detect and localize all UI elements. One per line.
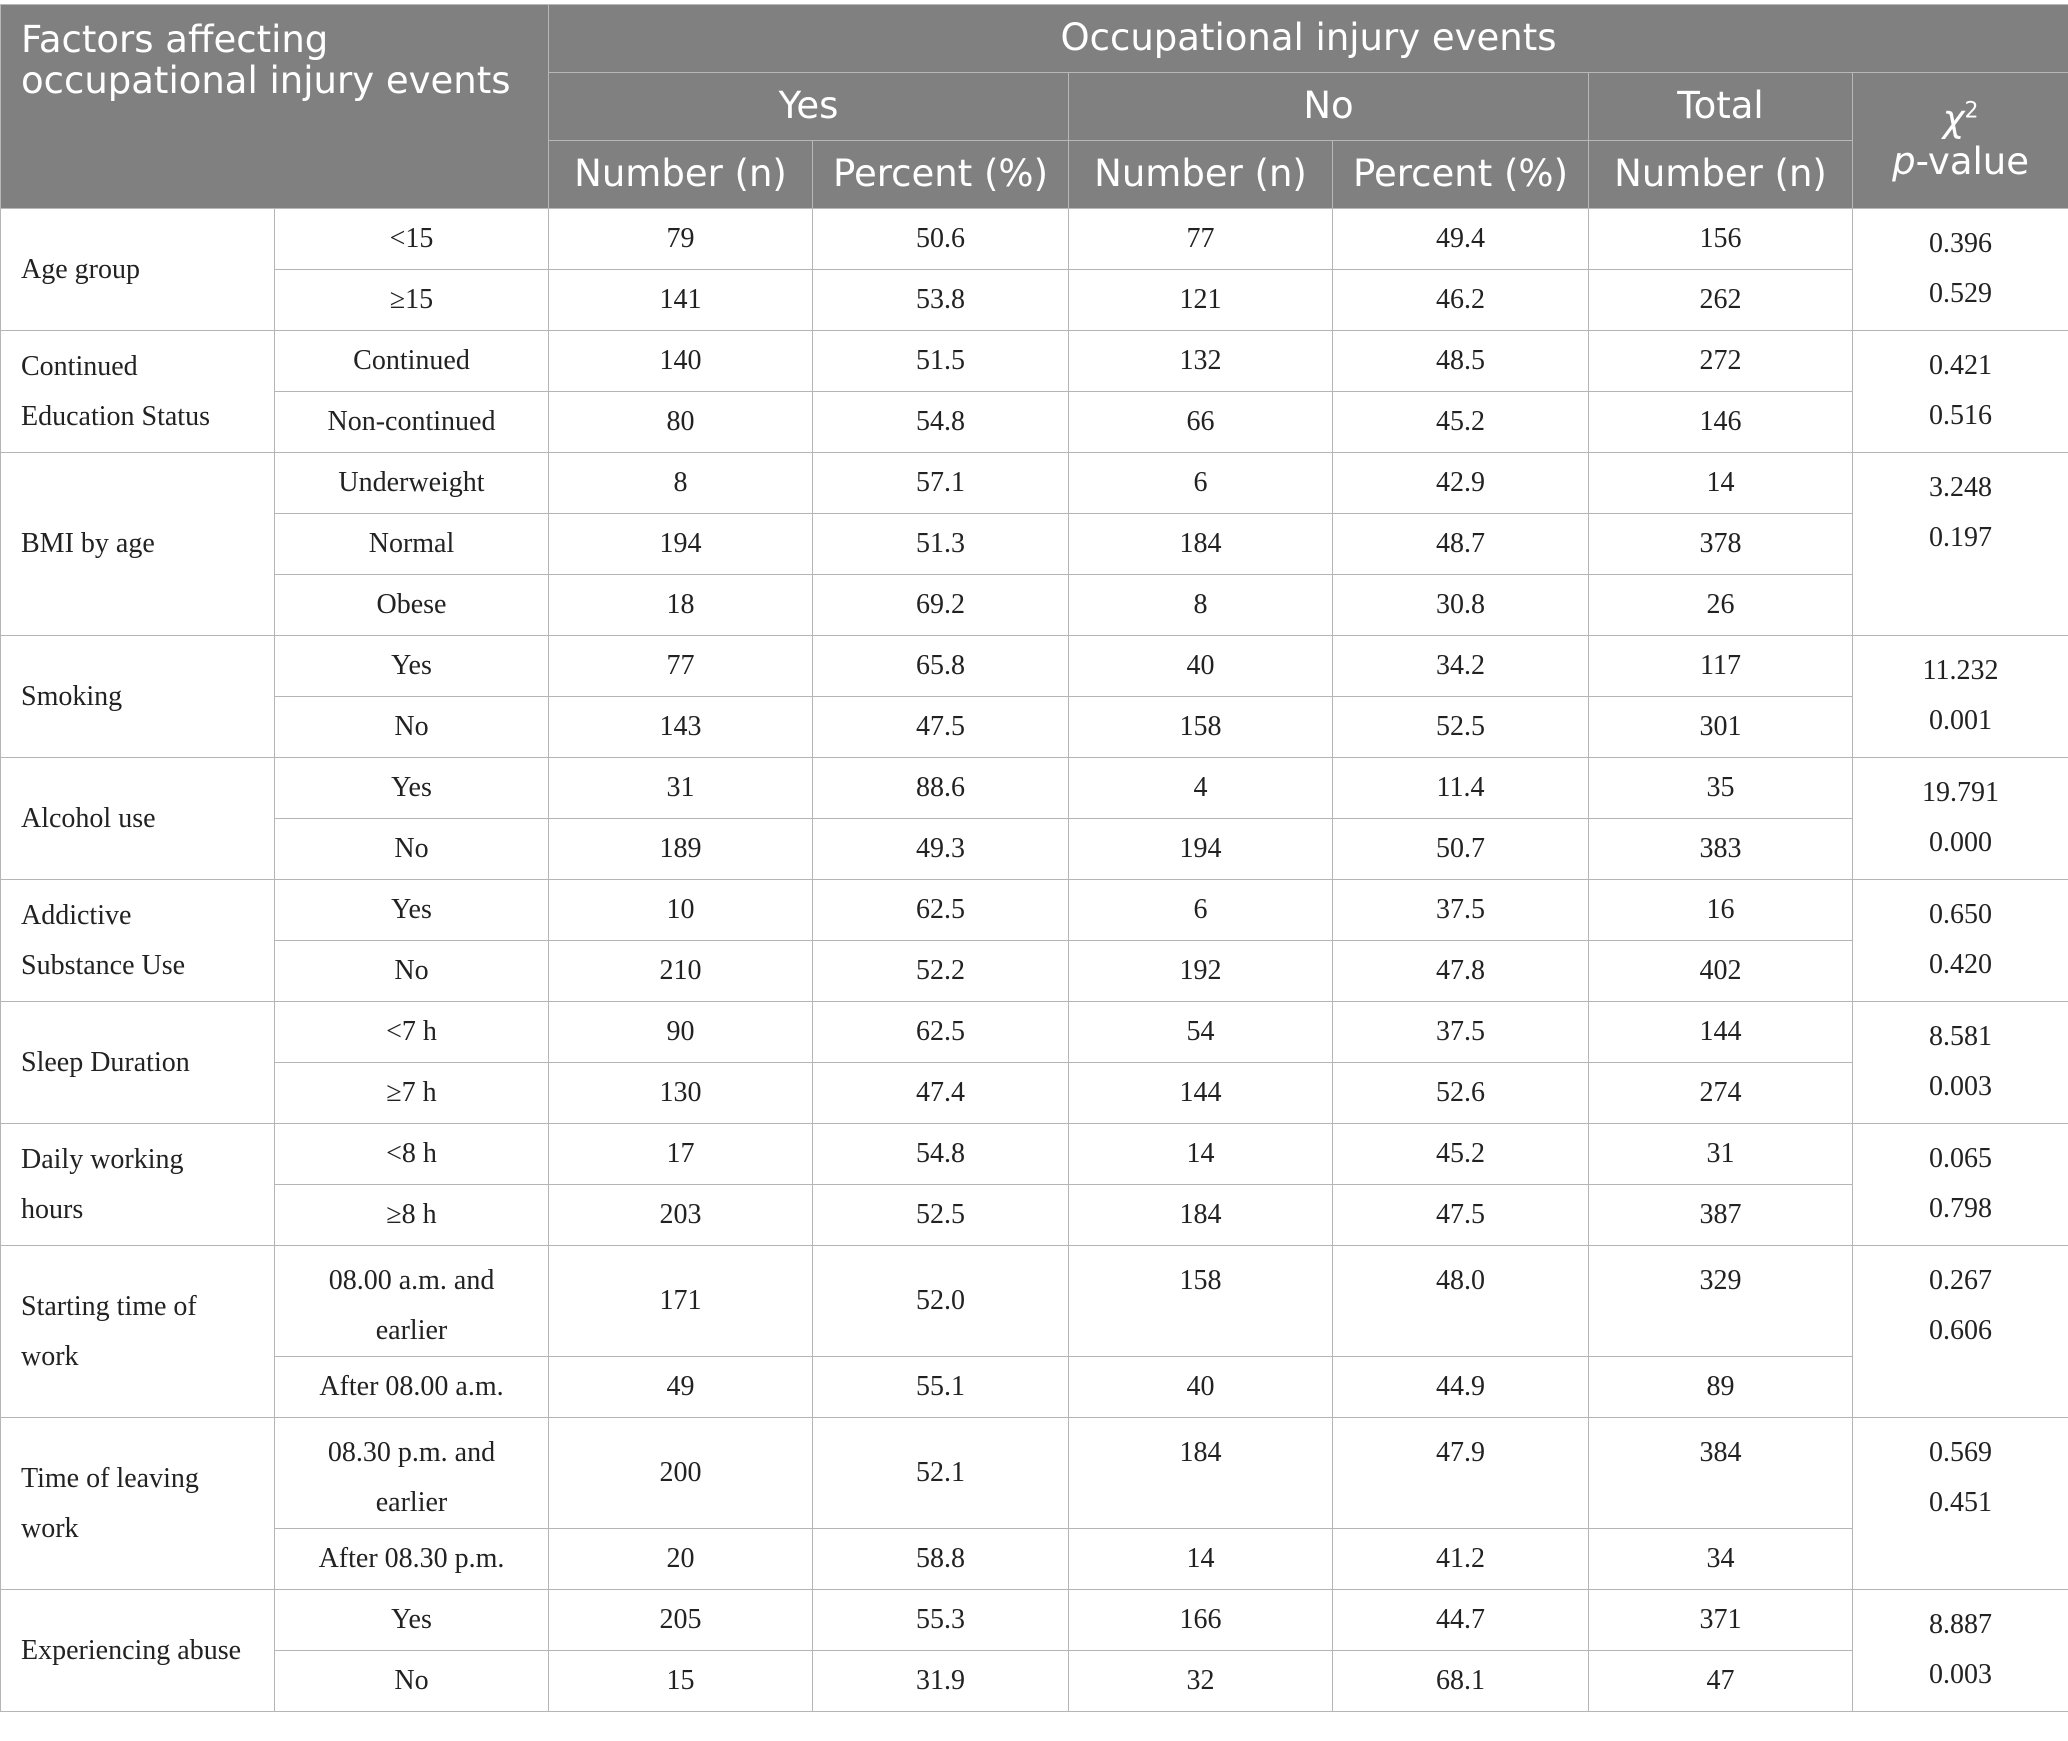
chi-p-cell: [1853, 758, 2068, 880]
table-row: [1, 1529, 2068, 1590]
table-row: [1, 636, 2068, 697]
group-title-header: Occupational injury events: [549, 5, 2068, 73]
factor-label-line: Substance Use: [21, 949, 186, 981]
level-label-line: Yes: [391, 772, 432, 803]
no-number-cell: 66: [1069, 392, 1333, 453]
chi-p-cell: [1853, 636, 2068, 758]
level-label-line: No: [394, 833, 429, 864]
total-number-cell: 117: [1589, 636, 1853, 697]
yes-number-cell: 17: [549, 1124, 813, 1185]
p-value: 0.420: [1929, 949, 1993, 980]
total-number-cell: 35: [1589, 758, 1853, 819]
level-label-line: Obese: [376, 589, 447, 620]
chi-square-value: 8.581: [1929, 1021, 1993, 1052]
yes-number-cell: 200: [549, 1418, 813, 1529]
no-number-cell: 40: [1069, 636, 1333, 697]
p-value: 0.516: [1929, 400, 1993, 431]
yes-number-cell: 18: [549, 575, 813, 636]
level-label-line: Yes: [391, 1604, 432, 1635]
p-rest: -value: [1915, 139, 2029, 183]
level-label-line: No: [394, 711, 429, 742]
table-container: [0, 4, 2068, 1712]
level-label: [275, 1124, 549, 1185]
factor-label: [1, 1002, 275, 1124]
total-number-cell: 387: [1589, 1185, 1853, 1246]
total-number-cell: 301: [1589, 697, 1853, 758]
yes-percent-cell: 58.8: [813, 1529, 1069, 1590]
no-percent-cell: 44.9: [1333, 1357, 1589, 1418]
chi-p-cell: [1853, 1246, 2068, 1418]
factor-label-line: Sleep Duration: [21, 1046, 190, 1078]
no-percent-cell: 44.7: [1333, 1590, 1589, 1651]
level-label: [275, 392, 549, 453]
yes-number-cell: 203: [549, 1185, 813, 1246]
factor-label: [1, 1246, 275, 1418]
level-label: [275, 636, 549, 697]
level-label-line: Yes: [391, 650, 432, 681]
yes-percent-cell: 52.5: [813, 1185, 1069, 1246]
total-number-cell: 272: [1589, 331, 1853, 392]
level-label-line: After 08.30 p.m.: [318, 1543, 505, 1574]
no-number-cell: 4: [1069, 758, 1333, 819]
table-row: [1, 758, 2068, 819]
yes-percent-cell: 54.8: [813, 1124, 1069, 1185]
yes-number-cell: 10: [549, 880, 813, 941]
yes-percent-cell: 62.5: [813, 880, 1069, 941]
table-row: [1, 941, 2068, 1002]
yes-number-cell: 143: [549, 697, 813, 758]
table-row: [1, 1246, 2068, 1357]
total-number-cell: 89: [1589, 1357, 1853, 1418]
no-number-cell: 158: [1069, 1246, 1333, 1357]
no-percent-cell: 52.6: [1333, 1063, 1589, 1124]
no-percent-cell: 48.0: [1333, 1246, 1589, 1357]
total-number-cell: 371: [1589, 1590, 1853, 1651]
chi-p-cell: [1853, 1590, 2068, 1712]
chi-p-cell: [1853, 1418, 2068, 1590]
level-label-line: ≥8 h: [386, 1199, 437, 1230]
level-label: [275, 1002, 549, 1063]
yes-number-cell: 90: [549, 1002, 813, 1063]
table-row: [1, 1124, 2068, 1185]
p-value: 0.197: [1929, 522, 1993, 553]
table-row: [1, 880, 2068, 941]
level-label-line: After 08.00 a.m.: [319, 1371, 504, 1402]
p-value: 0.606: [1929, 1315, 1993, 1346]
no-percent-cell: 47.8: [1333, 941, 1589, 1002]
factor-label-line: Starting time of: [21, 1290, 197, 1322]
no-number-cell: 6: [1069, 453, 1333, 514]
no-number-cell: 184: [1069, 514, 1333, 575]
no-percent-cell: 48.5: [1333, 331, 1589, 392]
no-number-cell: 192: [1069, 941, 1333, 1002]
level-label: [275, 880, 549, 941]
level-label-line: earlier: [375, 1487, 448, 1518]
chi-p-cell: [1853, 1002, 2068, 1124]
yes-header: Yes: [549, 73, 1069, 141]
factor-label: [1, 209, 275, 331]
level-label-line: earlier: [375, 1315, 448, 1346]
yes-percent-cell: 51.5: [813, 331, 1069, 392]
table-header: [1, 5, 2068, 209]
factor-label: [1, 1124, 275, 1246]
total-number-cell: 144: [1589, 1002, 1853, 1063]
no-number-cell: 166: [1069, 1590, 1333, 1651]
no-number-cell: 14: [1069, 1124, 1333, 1185]
table-row: [1, 1063, 2068, 1124]
no-number-cell: 194: [1069, 819, 1333, 880]
yes-number-cell: 15: [549, 1651, 813, 1712]
yes-number-cell: 77: [549, 636, 813, 697]
yes-percent-cell: 47.4: [813, 1063, 1069, 1124]
no-percent-cell: 46.2: [1333, 270, 1589, 331]
chi-square-label: [1853, 98, 2068, 141]
level-label: [275, 1357, 549, 1418]
no-number-header: Number (n): [1069, 141, 1333, 209]
chi-p-cell: [1853, 453, 2068, 636]
yes-percent-header: Percent (%): [813, 141, 1069, 209]
no-number-cell: 32: [1069, 1651, 1333, 1712]
no-number-cell: 184: [1069, 1185, 1333, 1246]
total-number-cell: 26: [1589, 575, 1853, 636]
level-label: [275, 453, 549, 514]
yes-number-cell: 8: [549, 453, 813, 514]
level-label: [275, 941, 549, 1002]
level-label-line: <7 h: [386, 1016, 437, 1047]
factor-label: [1, 331, 275, 453]
total-number-cell: 34: [1589, 1529, 1853, 1590]
chi-square-value: 0.421: [1929, 350, 1993, 381]
no-percent-cell: 52.5: [1333, 697, 1589, 758]
p-value-label: [1853, 141, 2068, 184]
yes-number-header: Number (n): [549, 141, 813, 209]
no-percent-cell: 45.2: [1333, 392, 1589, 453]
no-percent-cell: 50.7: [1333, 819, 1589, 880]
yes-percent-cell: 54.8: [813, 392, 1069, 453]
no-percent-header: Percent (%): [1333, 141, 1589, 209]
table-row: [1, 1418, 2068, 1529]
level-label: [275, 575, 549, 636]
total-number-cell: 156: [1589, 209, 1853, 270]
factor-label-line: Education Status: [21, 400, 210, 432]
no-percent-cell: 37.5: [1333, 1002, 1589, 1063]
no-percent-cell: 42.9: [1333, 453, 1589, 514]
yes-percent-cell: 55.1: [813, 1357, 1069, 1418]
no-number-cell: 77: [1069, 209, 1333, 270]
p-value: 0.529: [1929, 278, 1993, 309]
total-number-cell: 378: [1589, 514, 1853, 575]
factor-label: [1, 758, 275, 880]
level-label-line: Normal: [368, 528, 455, 559]
no-percent-cell: 45.2: [1333, 1124, 1589, 1185]
p-value: 0.451: [1929, 1487, 1993, 1518]
no-header: No: [1069, 73, 1589, 141]
yes-percent-cell: 62.5: [813, 1002, 1069, 1063]
level-label-line: ≥7 h: [386, 1077, 437, 1108]
chi-p-cell: [1853, 209, 2068, 331]
yes-percent-cell: 57.1: [813, 453, 1069, 514]
no-percent-cell: 49.4: [1333, 209, 1589, 270]
factor-label: [1, 880, 275, 1002]
factor-column-header: [1, 5, 549, 209]
factor-label-line: hours: [21, 1193, 84, 1225]
factor-label: [1, 636, 275, 758]
no-number-cell: 14: [1069, 1529, 1333, 1590]
yes-percent-cell: 53.8: [813, 270, 1069, 331]
chi-p-cell: [1853, 331, 2068, 453]
no-percent-cell: 34.2: [1333, 636, 1589, 697]
chi-p-cell: [1853, 880, 2068, 1002]
chi-square-value: 19.791: [1922, 777, 2000, 808]
table-row: [1, 209, 2068, 270]
level-label: [275, 1418, 549, 1529]
factor-label-line: BMI by age: [21, 528, 155, 559]
table-row: [1, 819, 2068, 880]
factor-label-line: Time of leaving: [21, 1462, 199, 1494]
no-percent-cell: 48.7: [1333, 514, 1589, 575]
chi-square-value: 3.248: [1929, 472, 1993, 503]
table-row: [1, 575, 2068, 636]
no-number-cell: 184: [1069, 1418, 1333, 1529]
p-value: 0.003: [1929, 1071, 1993, 1102]
factor-label-line: Alcohol use: [21, 802, 156, 834]
total-number-header: Number (n): [1589, 141, 1853, 209]
no-number-cell: 8: [1069, 575, 1333, 636]
total-number-cell: 384: [1589, 1418, 1853, 1529]
table-row: [1, 270, 2068, 331]
table-row: [1, 1590, 2068, 1651]
p-value: 0.000: [1929, 827, 1993, 858]
yes-percent-cell: 65.8: [813, 636, 1069, 697]
factor-label-line: work: [21, 1340, 79, 1372]
table-row: [1, 697, 2068, 758]
yes-number-cell: 171: [549, 1246, 813, 1357]
no-number-cell: 121: [1069, 270, 1333, 331]
chi-square-value: 8.887: [1929, 1609, 1993, 1640]
yes-number-cell: 194: [549, 514, 813, 575]
yes-percent-cell: 52.1: [813, 1418, 1069, 1529]
level-label: [275, 331, 549, 392]
level-label-line: No: [394, 955, 429, 986]
yes-percent-cell: 47.5: [813, 697, 1069, 758]
yes-number-cell: 205: [549, 1590, 813, 1651]
factor-label-line: work: [21, 1512, 79, 1544]
no-percent-cell: 30.8: [1333, 575, 1589, 636]
factor-label-line: Age group: [21, 253, 140, 285]
chi-superscript: 2: [1964, 98, 1979, 124]
factor-label: [1, 1590, 275, 1712]
level-label-line: <8 h: [386, 1138, 437, 1169]
no-number-cell: 158: [1069, 697, 1333, 758]
level-label-line: Underweight: [338, 467, 485, 498]
yes-percent-cell: 55.3: [813, 1590, 1069, 1651]
table-row: [1, 331, 2068, 392]
injury-factors-table: [0, 4, 2068, 1712]
yes-number-cell: 130: [549, 1063, 813, 1124]
level-label: [275, 1063, 549, 1124]
chi-square-value: 0.267: [1929, 1265, 1993, 1296]
yes-percent-cell: 31.9: [813, 1651, 1069, 1712]
total-number-cell: 16: [1589, 880, 1853, 941]
level-label: [275, 514, 549, 575]
factor-label-line: Experiencing abuse: [21, 1634, 242, 1666]
level-label: [275, 1246, 549, 1357]
no-percent-cell: 47.9: [1333, 1418, 1589, 1529]
yes-percent-cell: 52.0: [813, 1246, 1069, 1357]
level-label-line: Continued: [353, 345, 470, 376]
factor-header-line: Factors affecting: [21, 18, 329, 61]
yes-number-cell: 49: [549, 1357, 813, 1418]
yes-number-cell: 210: [549, 941, 813, 1002]
table-row: [1, 1357, 2068, 1418]
no-percent-cell: 41.2: [1333, 1529, 1589, 1590]
factor-label-line: Daily working: [21, 1143, 184, 1175]
chi-square-value: 0.065: [1929, 1143, 1993, 1174]
yes-percent-cell: 49.3: [813, 819, 1069, 880]
total-number-cell: 31: [1589, 1124, 1853, 1185]
total-number-cell: 329: [1589, 1246, 1853, 1357]
no-number-cell: 54: [1069, 1002, 1333, 1063]
chi-square-value: 0.569: [1929, 1437, 1993, 1468]
yes-percent-cell: 88.6: [813, 758, 1069, 819]
total-number-cell: 383: [1589, 819, 1853, 880]
no-percent-cell: 11.4: [1333, 758, 1589, 819]
chi-square-value: 11.232: [1922, 655, 1999, 686]
yes-number-cell: 140: [549, 331, 813, 392]
factor-label-line: Continued: [21, 350, 138, 382]
yes-percent-cell: 52.2: [813, 941, 1069, 1002]
p-value: 0.798: [1929, 1193, 1993, 1224]
yes-number-cell: 189: [549, 819, 813, 880]
level-label: [275, 209, 549, 270]
yes-number-cell: 20: [549, 1529, 813, 1590]
chi-p-cell: [1853, 1124, 2068, 1246]
total-number-cell: 274: [1589, 1063, 1853, 1124]
table-row: [1, 1002, 2068, 1063]
level-label: [275, 1185, 549, 1246]
level-label: [275, 1651, 549, 1712]
yes-number-cell: 79: [549, 209, 813, 270]
yes-number-cell: 141: [549, 270, 813, 331]
level-label: [275, 758, 549, 819]
p-value: 0.003: [1929, 1659, 1993, 1690]
factor-label-line: Addictive: [21, 899, 132, 931]
table-body: [1, 209, 2068, 1712]
factor-label: [1, 1418, 275, 1590]
table-row: [1, 1651, 2068, 1712]
no-percent-cell: 37.5: [1333, 880, 1589, 941]
table-row: [1, 392, 2068, 453]
total-number-cell: 14: [1589, 453, 1853, 514]
level-label: [275, 270, 549, 331]
level-label: [275, 1590, 549, 1651]
level-label-line: <15: [389, 223, 434, 254]
level-label-line: No: [394, 1665, 429, 1696]
chi-square-value: 0.396: [1929, 228, 1993, 259]
p-italic: p: [1892, 139, 1916, 183]
factor-label-line: Smoking: [21, 680, 123, 712]
total-number-cell: 47: [1589, 1651, 1853, 1712]
yes-number-cell: 80: [549, 392, 813, 453]
chi-p-header: [1853, 73, 2068, 209]
no-number-cell: 40: [1069, 1357, 1333, 1418]
p-value: 0.001: [1929, 705, 1993, 736]
table-row: [1, 1185, 2068, 1246]
total-number-cell: 262: [1589, 270, 1853, 331]
level-label-line: ≥15: [389, 284, 434, 315]
chi-square-value: 0.650: [1929, 899, 1993, 930]
factor-label: [1, 453, 275, 636]
table-row: [1, 453, 2068, 514]
level-label: [275, 1529, 549, 1590]
no-percent-cell: 68.1: [1333, 1651, 1589, 1712]
yes-percent-cell: 50.6: [813, 209, 1069, 270]
level-label-line: Non-continued: [327, 406, 496, 437]
chi-symbol: χ: [1942, 96, 1965, 140]
level-label-line: Yes: [391, 894, 432, 925]
level-label-line: 08.00 a.m. and: [328, 1265, 495, 1296]
no-number-cell: 6: [1069, 880, 1333, 941]
yes-number-cell: 31: [549, 758, 813, 819]
no-percent-cell: 47.5: [1333, 1185, 1589, 1246]
no-number-cell: 132: [1069, 331, 1333, 392]
no-number-cell: 144: [1069, 1063, 1333, 1124]
level-label: [275, 697, 549, 758]
total-header: Total: [1589, 73, 1853, 141]
table-row: [1, 514, 2068, 575]
total-number-cell: 402: [1589, 941, 1853, 1002]
total-number-cell: 146: [1589, 392, 1853, 453]
factor-header-line: occupational injury events: [21, 59, 511, 102]
level-label-line: 08.30 p.m. and: [327, 1437, 496, 1468]
yes-percent-cell: 51.3: [813, 514, 1069, 575]
level-label: [275, 819, 549, 880]
yes-percent-cell: 69.2: [813, 575, 1069, 636]
